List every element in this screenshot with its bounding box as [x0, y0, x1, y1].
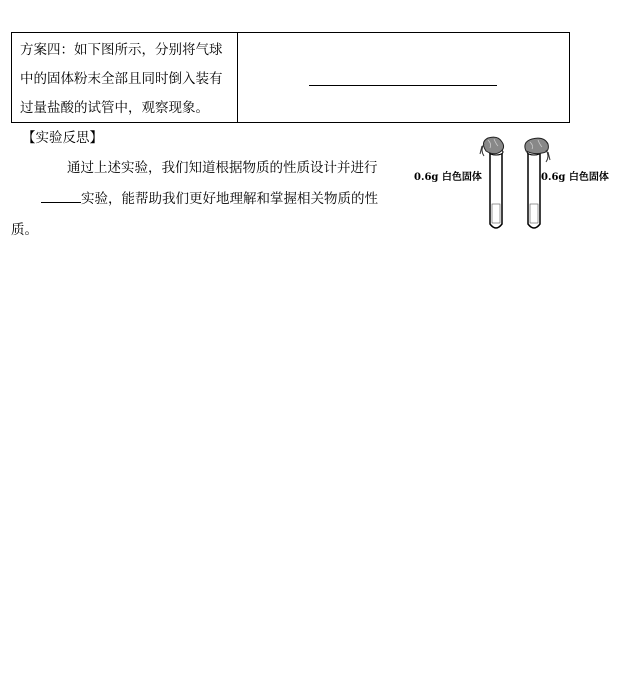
- plan-text-line-2: 中的固体粉末全部且同时倒入装有: [20, 71, 223, 87]
- right-test-tube-icon: [527, 149, 541, 228]
- plan-text-line-1: 方案四：如下图所示，分别将气球: [20, 42, 223, 58]
- left-tube-label: 0.6g 白色固体: [414, 172, 482, 183]
- reflection-line-2-text: 实验，能帮助我们更好地理解和掌握相关物质的性: [81, 191, 378, 207]
- left-test-tube-icon: [489, 149, 503, 228]
- plan-answer-cell: [238, 33, 569, 122]
- test-tubes-drawing: [410, 134, 617, 234]
- test-tubes-figure: [410, 134, 617, 234]
- reflection-line-1: 通过上述实验，我们知道根据物质的性质设计并进行: [67, 160, 378, 176]
- reflection-line-3: 质。: [11, 222, 38, 238]
- right-tube-label: 0.6g 白色固体: [541, 172, 609, 183]
- plan-description-cell: [12, 33, 238, 122]
- reflection-line-2: [11, 184, 401, 215]
- fill-in-blank: [41, 188, 81, 203]
- reflection-paragraph: [11, 153, 401, 246]
- plan-text-line-3: 过量盐酸的试管中，观察现象。: [20, 100, 209, 116]
- plan-table: [11, 32, 570, 123]
- reflection-title: 【实验反思】: [22, 130, 103, 146]
- answer-blank-line: [309, 85, 497, 86]
